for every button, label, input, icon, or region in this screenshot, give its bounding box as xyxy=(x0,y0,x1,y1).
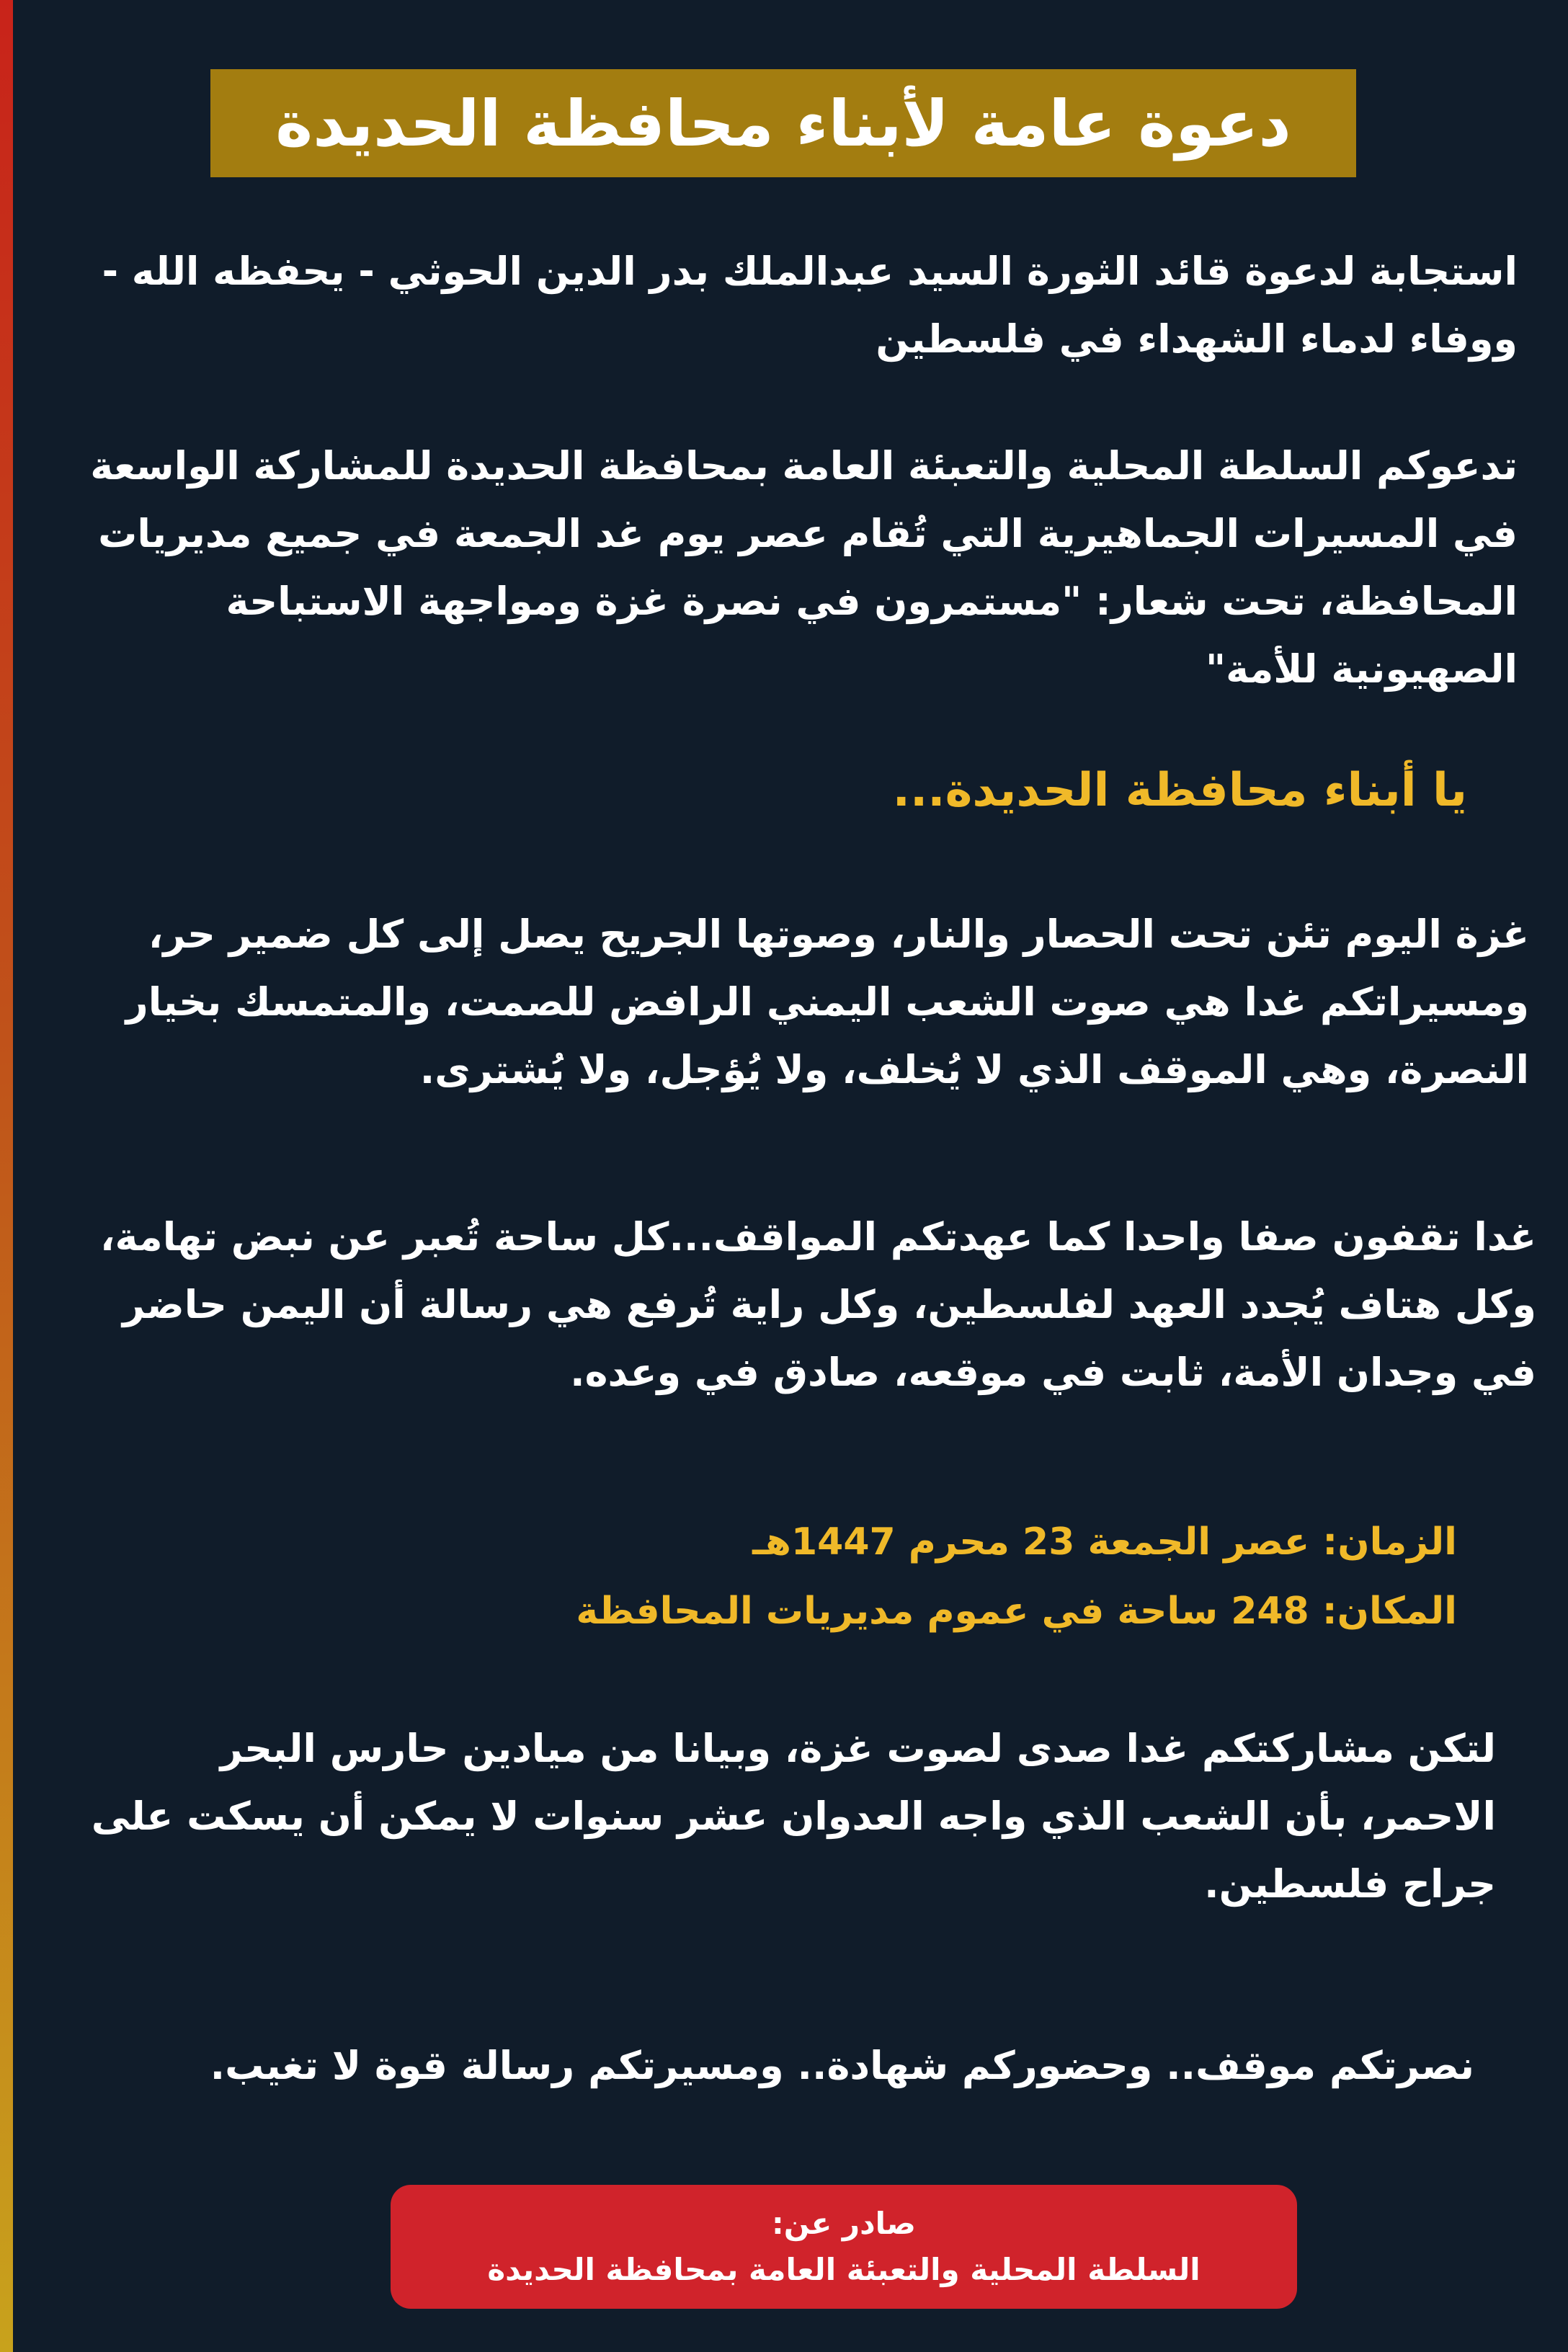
issuer-badge xyxy=(391,2185,1297,2309)
announcement-poster xyxy=(13,0,1568,2352)
title-banner xyxy=(210,69,1356,177)
event-time: الزمان: عصر الجمعة 23 محرم 1447هـ xyxy=(752,1520,1457,1564)
intro-paragraph: استجابة لدعوة قائد الثورة السيد عبدالملك بدر الدين الحوثي - يحفظه الله - ووفاء لدماء الشهداء في فلسطين xyxy=(102,249,1518,362)
section-heading: يا أبناء محافظة الحديدة... xyxy=(892,764,1467,817)
invitation-paragraph: تدعوكم السلطة المحلية والتعبئة العامة بمحافظة الحديدة للمشاركة الواسعة في المسيرات الجماهيرية التي تُقام عصر يوم غد الجمعة في جميع مديريات المحافظة، تحت شعار: "مستمرون في نصرة غزة ومواجهة الاستباحة الصهيونية للأمة" xyxy=(90,443,1518,692)
participation-paragraph: لتكن مشاركتكم غدا صدى لصوت غزة، وبيانا من ميادين حارس البحر الاحمر، بأن الشعب الذي واجه العدوان عشر سنوات لا يمكن أن يسكت على جراح فلسطين. xyxy=(91,1726,1496,1907)
closing-line: نصرتكم موقف.. وحضوركم شهادة.. ومسيرتكم رسالة قوة لا تغيب. xyxy=(210,2043,1474,2088)
event-place: المكان: 248 ساحة في عموم مديريات المحافظة xyxy=(576,1590,1457,1633)
event-details xyxy=(576,1507,1457,1646)
issuer-label: صادر عن: xyxy=(772,2206,916,2241)
gaza-paragraph: غزة اليوم تئن تحت الحصار والنار، وصوتها الجريح يصل إلى كل ضمير حر، ومسيراتكم غدا هي صوت الشعب اليمني الرافض للصمت، والمتمسك بخيار النصرة، وهي الموقف الذي لا يُخلف، ولا يُؤجل، ولا يُشترى. xyxy=(125,912,1529,1092)
side-accent-stripe xyxy=(0,0,13,2352)
unity-paragraph: غدا تقفون صفا واحدا كما عهدتكم المواقف...كل ساحة تُعبر عن نبض تهامة، وكل هتاف يُجدد العهد لفلسطين، وكل راية تُرفع هي رسالة أن اليمن حاضر في وجدان الأمة، ثابت في موقعه، صادق في وعده. xyxy=(100,1214,1536,1395)
issuer-name: السلطة المحلية والتعبئة العامة بمحافظة الحديدة xyxy=(487,2252,1200,2287)
page-title: دعوة عامة لأبناء محافظة الحديدة xyxy=(275,86,1291,161)
